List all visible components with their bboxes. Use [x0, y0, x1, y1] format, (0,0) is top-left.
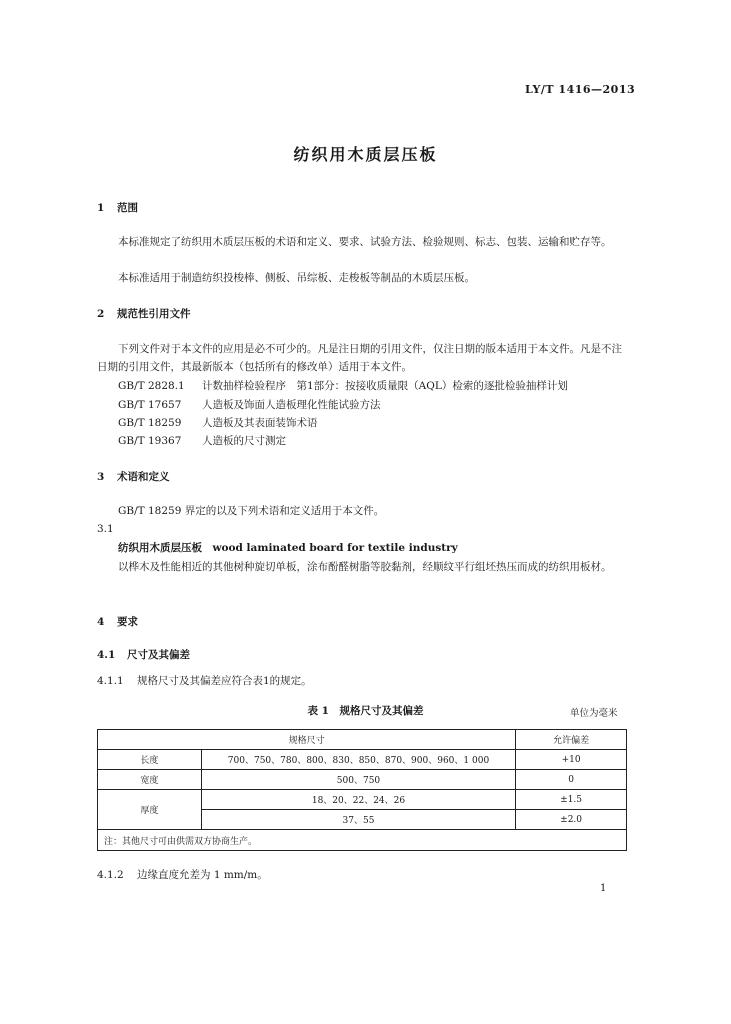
section-number: 3 — [97, 471, 105, 483]
section-3-heading — [97, 469, 170, 484]
subsection-4-1-heading — [97, 647, 190, 662]
section-3-paragraph-1: GB/T 18259 界定的以及下列术语和定义适用于本文件。 — [118, 505, 385, 517]
section-number: 4 — [97, 616, 105, 628]
header-spec: 规格尺寸 — [98, 730, 516, 750]
section-title: 规范性引用文件 — [117, 308, 191, 320]
reference-title: 人造板及其表面装饰术语 — [202, 417, 318, 429]
reference-code: GB/T 2828.1 — [118, 380, 185, 392]
section-title: 要求 — [117, 616, 138, 628]
reference-item — [118, 415, 318, 430]
row-label-thickness: 厚度 — [98, 790, 202, 830]
reference-item — [118, 397, 381, 412]
length-tolerance: +10 — [516, 750, 627, 770]
section-2-paragraph-1: 下列文件对于本文件的应用是必不可少的。凡是注日期的引用文件，仅注日期的版本适用于本文件。凡是不注日期的引用文件，其最新版本（包括所有的修改单）适用于本文件。 — [97, 343, 622, 373]
reference-code: GB/T 18259 — [118, 417, 182, 429]
clause-number: 4.1.1 — [97, 675, 124, 687]
section-title: 术语和定义 — [117, 471, 170, 483]
table-row — [98, 750, 627, 770]
reference-title: 计数抽样检验程序 第1部分：按接收质量限（AQL）检索的逐批检验抽样计划 — [202, 380, 568, 392]
reference-code: GB/T 17657 — [118, 399, 182, 411]
section-1-paragraph-1: 本标准规定了纺织用木质层压板的术语和定义、要求、试验方法、检验规则、标志、包装、运输和贮存等。 — [118, 236, 612, 248]
header-tolerance: 允许偏差 — [516, 730, 627, 750]
reference-code: GB/T 19367 — [118, 435, 182, 447]
subsection-number: 3.1 — [97, 523, 114, 535]
subsection-number: 4.1 — [97, 649, 116, 661]
table-caption: 表 1 规格尺寸及其偏差 — [307, 705, 424, 717]
table-unit: 单位为毫米 — [570, 708, 618, 719]
table-note: 注：其他尺寸可由供需双方协商生产。 — [98, 830, 627, 851]
thickness-tolerance-2: ±2.0 — [516, 810, 627, 830]
page-number: 1 — [600, 883, 607, 894]
table-note-row — [98, 830, 627, 851]
clause-4-1-2 — [97, 866, 268, 884]
table-row — [98, 790, 627, 810]
section-4-heading — [97, 614, 138, 629]
clause-text: 规格尺寸及其偏差应符合表1的规定。 — [137, 675, 312, 687]
section-number: 1 — [97, 202, 105, 214]
spec-table — [97, 729, 627, 851]
row-label-length: 长度 — [98, 750, 202, 770]
thickness-spec-2: 37、55 — [201, 810, 515, 830]
term-definition: 以桦木及性能相近的其他树种旋切单板，涂布酚醛树脂等胶黏剂，经顺纹平行组坯热压而成的纺织用板材。 — [118, 561, 612, 573]
term-heading: 纺织用木质层压板 wood laminated board for textile industry — [118, 542, 458, 554]
section-title: 范围 — [117, 202, 138, 214]
section-1-paragraph-2: 本标准适用于制造纺织投梭棒、侧板、吊综板、走梭板等制品的木质层压板。 — [118, 272, 475, 284]
reference-title: 人造板及饰面人造板理化性能试验方法 — [202, 399, 381, 411]
width-tolerance: 0 — [516, 770, 627, 790]
section-1-heading — [97, 200, 138, 215]
thickness-tolerance-1: ±1.5 — [516, 790, 627, 810]
reference-title: 人造板的尺寸测定 — [202, 435, 286, 447]
table-row — [98, 770, 627, 790]
subsection-title: 尺寸及其偏差 — [127, 649, 190, 661]
section-2-heading — [97, 306, 191, 321]
clause-number: 4.1.2 — [97, 869, 124, 881]
reference-item — [118, 433, 286, 448]
row-label-width: 宽度 — [98, 770, 202, 790]
clause-text: 边缘直度允差为 1 mm/m。 — [137, 869, 268, 881]
clause-4-1-1 — [97, 672, 312, 690]
document-code: LY/T 1416—2013 — [525, 83, 636, 96]
width-spec: 500、750 — [201, 770, 515, 790]
page-title: 纺织用木质层压板 — [293, 145, 438, 164]
length-spec: 700、750、780、800、830、850、870、900、960、1 000 — [201, 750, 515, 770]
thickness-spec-1: 18、20、22、24、26 — [201, 790, 515, 810]
table-header-row — [98, 730, 627, 750]
section-number: 2 — [97, 308, 105, 320]
reference-item — [118, 378, 568, 393]
